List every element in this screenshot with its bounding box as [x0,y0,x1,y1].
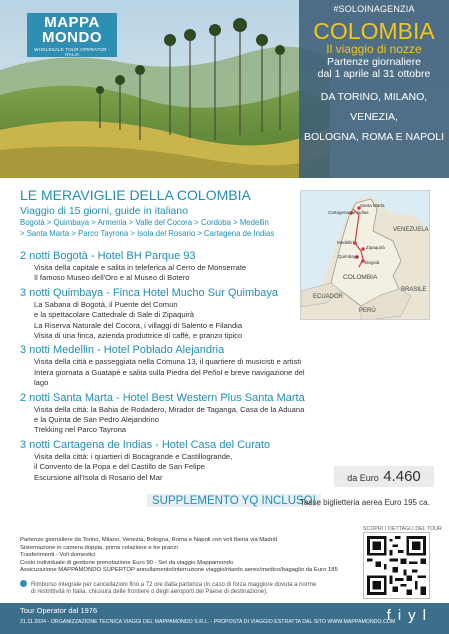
tax-note: Tasse biglietteria aerea Euro 195 ca. [300,498,430,507]
map-label-quimbaya: Quimbaya [338,254,359,259]
stop-line: Visita di una finca, azienda produttrice di caffè, e pranzo tipico [34,331,243,341]
stop-line: e la Quinta de San Pedro Alejandrino [34,415,159,425]
price-box [334,466,434,487]
map-label-peru: PERÙ [359,308,376,314]
stop-line: il Convento de la Popa e del Castillo de San Felipe [34,462,205,472]
stop-title: 3 notti Quimbaya - Finca Hotel Mucho Sur Quimbaya [20,286,279,299]
map-label-bogota: Bogotà [365,260,380,265]
cities-line-3: BOLOGNA, ROMA E NAPOLI [303,131,445,143]
logo-line-2: MONDO [42,29,102,46]
map-label-santa-marta: Santa Marta [360,203,385,208]
supplement-banner: SUPPLEMENTO YQ INCLUSO! [147,494,321,507]
tour-subtitle: Viaggio di 15 giorni, guide in italiano [20,205,188,217]
info-line: Partenze giornaliere da Torino, Milano, Venezia, Bologna, Roma e Napoli con voli Iberia via Madrid [20,537,278,543]
map-label-venezuela: VENEZUELA [393,227,429,233]
stop-title: 2 notti Bogotà - Hotel BH Parque 93 [20,250,196,262]
stop-santa-marta [20,392,320,436]
operator-since: Tour Operator dal 1976 [20,606,98,615]
logo-line-1: MAPPA [44,14,100,31]
hero-image [0,0,449,178]
stop-medellin [20,344,320,388]
legal-line: 21.11.2024 - ORGANIZZAZIONE TECNICA VIAGGI DEL MAPPAMONDO S.R.L. - PROPOSTA DI VIAGGIO ESTRATTA DAL SITO WWW.MAPPAMONDO.COM [20,619,396,625]
stop-bogota [20,250,320,284]
stop-line: Visita della capitale e salita in teleferica al Cerro de Monserrate [34,263,247,272]
map-label-brasile: BRASILE [401,287,427,293]
stop-line: La Sabana di Bogotà, il Puente del Comun [34,299,178,309]
info-line: Costo individuale di gestione prenotazione Euro 90 - Set da viaggio Mappamondo [20,559,234,566]
qr-code-icon [367,536,426,595]
mappamondo-logo [27,13,117,57]
destination-panel [299,0,449,178]
info-line: Trasferimenti - Voli domestici [20,552,96,559]
included-services [20,537,360,575]
hashtag: #SOLOINAGENZIA [333,4,415,14]
footer-bar [0,603,449,634]
stop-line: La Riserva Naturale del Cocora, i villaggi di Salento e Filandia [34,320,243,330]
refund-note [20,580,365,597]
map-label-zipaquira: Zipaquirà [366,245,385,250]
price-label: da Euro [347,473,379,483]
refund-icon [20,580,27,587]
stop-quimbaya [20,287,320,342]
stop-cartagena [20,439,320,483]
stop-line: Visita della città: la Bahia de Rodadero, Mirador de Taganga, Casa de la Aduana [34,404,305,414]
logo-tagline: WHOLESALE TOUR OPERATOR · ITALIA [34,47,110,57]
stop-line: e la spettacolare Cattedrale di Sale di Zipaquirà [34,310,194,320]
map-label-medellin: Medellin [337,240,354,245]
departure-cities [299,90,449,144]
frequency-line-1: Partenze giornaliere [327,56,421,68]
destination-title: COLOMBIA [313,18,435,44]
destination-subtitle: Il viaggio di nozze [326,42,422,56]
route-line-1: Bogotà > Quimbaya > Armenia > Valle del Cocora > Cordoba > Medellin [20,218,269,227]
cities-line-1: DA TORINO, MILANO, [320,91,428,103]
stop-line: Intera giornata a Guatapè e salita sulla Piedra del Peñol e breve navigazione del lago [34,367,305,388]
stop-title: 3 notti Cartagena de Indias - Hotel Casa del Curato [20,438,271,451]
price-value: 4.460 [383,468,421,485]
stop-line: Escursione all'Isola di Rosario del Mar [34,472,163,482]
map-label-colombia: COLOMBIA [343,274,378,281]
route-line-2: > Santa Marta > Parco Tayrona > Isola del Rosario > Cartagena de Indias [20,228,275,238]
stop-title: 2 notti Santa Marta - Hotel Best Western Plus Santa Marta [20,391,305,404]
stop-title: 3 notti Medellin - Hotel Poblado Alejandria [20,344,225,357]
cities-line-2: VENEZIA, [350,111,398,123]
brand-logo: fiyl [386,607,433,624]
tour-intro [20,187,300,239]
stop-line: Visita della città e passeggiata nella Comuna 13, il quartiere di musicisti e artisti [34,357,302,367]
info-line: Sistemazione in camera doppia, prima colazione e tre pranzi [20,544,178,551]
map-graphic [301,191,430,320]
frequency-line-2: dal 1 aprile al 31 ottobre [317,68,431,80]
refund-line-2: di restrittività in Italia, chiusura delle frontiere o degli aeroporti del Paese di destinazione). [31,589,268,596]
itinerary-stops [20,250,320,486]
qr-code[interactable] [363,532,430,599]
stop-line: Il famoso Museo dell'Oro e al Museo di Botero [34,273,190,283]
refund-line-1: Rimborso integrale per cancellazioni fino a 72 ore dalla partenza (in caso di forza maggiore dovuta a norme [31,582,317,588]
stop-line: Visita della città: i quartieri di Bocagrande e Castillogrande, [34,451,233,461]
info-line: Assicurazione MAPPAMONDO SUPERTOP annullamento/interruzione viaggio/ritardo aereo/medico/bagaglio da Euro 185 [20,567,338,574]
qr-label: SCOPRI I DETTAGLI DEL TOUR [363,526,442,532]
stop-line: Trekking nel Parco Tayrona [34,425,127,435]
tour-title: LE MERAVIGLIE DELLA COLOMBIA [20,187,251,203]
map-label-cartagena: Cartagena de Indias [328,210,369,215]
map-label-ecuador: ECUADOR [313,294,344,300]
